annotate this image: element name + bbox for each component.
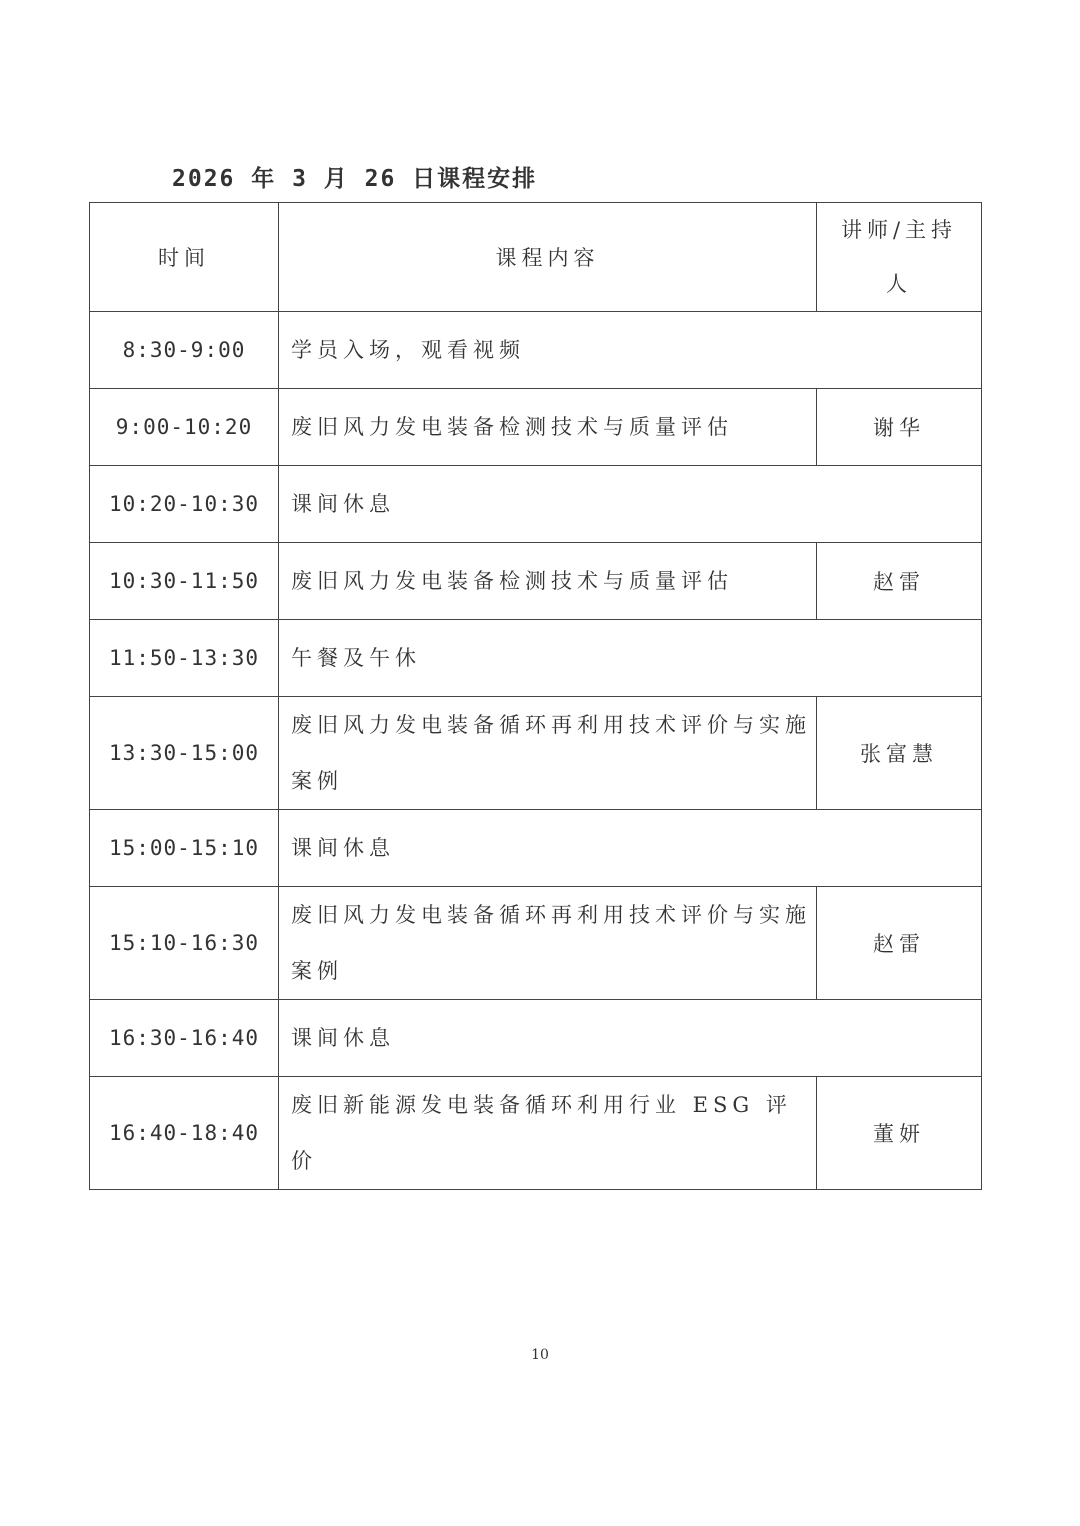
page-title: 2026 年 3 月 26 日课程安排 [172,166,538,192]
table-row [90,887,982,1000]
time-cell: 10:20-10:30 [90,466,279,543]
time-cell: 9:00-10:20 [90,389,279,466]
lecturer-cell: 张富慧 [817,697,982,810]
content-cell: 废旧新能源发电装备循环利用行业 ESG 评价 [279,1077,817,1190]
time-cell: 10:30-11:50 [90,543,279,620]
content-cell: 废旧风力发电装备检测技术与质量评估 [279,389,817,466]
content-cell: 课间休息 [279,466,982,543]
content-cell: 废旧风力发电装备循环再利用技术评价与实施案例 [279,697,817,810]
table-row [90,466,982,543]
header-lecturer: 讲师/主持人 [817,203,982,312]
table-row [90,620,982,697]
content-cell: 废旧风力发电装备检测技术与质量评估 [279,543,817,620]
table-row [90,389,982,466]
table-row [90,810,982,887]
content-cell: 学员入场，观看视频 [279,312,982,389]
table-header-row [90,203,982,312]
time-cell: 16:30-16:40 [90,1000,279,1077]
time-cell: 16:40-18:40 [90,1077,279,1190]
time-cell: 15:10-16:30 [90,887,279,1000]
content-cell: 午餐及午休 [279,620,982,697]
header-time: 时间 [90,203,279,312]
table-row [90,312,982,389]
table-row [90,1000,982,1077]
table-row [90,1077,982,1190]
time-cell: 11:50-13:30 [90,620,279,697]
content-cell: 废旧风力发电装备循环再利用技术评价与实施案例 [279,887,817,1000]
time-cell: 13:30-15:00 [90,697,279,810]
schedule-table [89,202,982,1190]
time-cell: 15:00-15:10 [90,810,279,887]
table-row [90,543,982,620]
lecturer-cell: 谢华 [817,389,982,466]
content-cell: 课间休息 [279,810,982,887]
lecturer-cell: 董妍 [817,1077,982,1190]
time-cell: 8:30-9:00 [90,312,279,389]
lecturer-cell: 赵雷 [817,887,982,1000]
header-content: 课程内容 [279,203,817,312]
content-cell: 课间休息 [279,1000,982,1077]
lecturer-cell: 赵雷 [817,543,982,620]
page-number: 10 [531,1347,549,1363]
table-row [90,697,982,810]
